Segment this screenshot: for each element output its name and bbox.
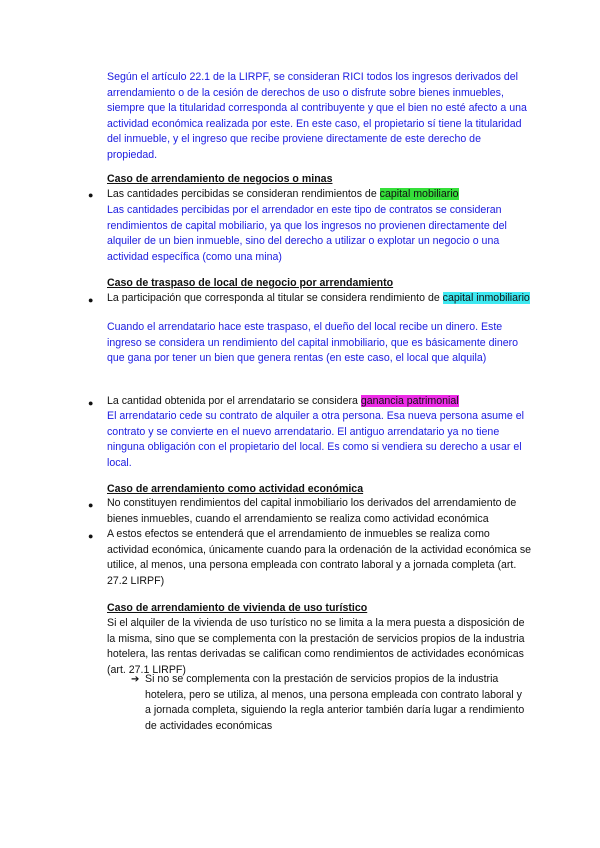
s4-body: Si el alquiler de la vivienda de uso turístico no se limita a la mera puesta a disposición de la misma, sino que se complementa con la prestación de servicios propios de la industria hotelera, las rentas derivadas se califican como rendimientos de actividades económicas (art. 27.1 LIRPF) xyxy=(107,617,525,676)
s1-bullet-1 xyxy=(107,187,532,203)
bullet-icon: ● xyxy=(88,531,94,541)
highlight-capital-inmobiliario: capital inmobiliario xyxy=(442,292,530,304)
heading-vivienda-turistico: Caso de arrendamiento de vivienda de uso turístico xyxy=(107,602,368,614)
bullet-icon: ● xyxy=(88,398,94,408)
s2-b2-text: La cantidad obtenida por el arrendatario se considera xyxy=(107,395,361,407)
arrow-right-icon: ➔ xyxy=(131,674,140,685)
s2-note-1: Cuando el arrendatario hace este traspaso, el dueño del local recibe un dinero. Este ingreso se considera un rendimiento del capital inmobiliario, que es básicamente dinero que gana por tener un bien que genera rentas (en este caso, el local que alquila) xyxy=(107,321,519,365)
heading-actividad-economica: Caso de arrendamiento como actividad económica xyxy=(107,483,364,495)
s3-bullet-1: No constituyen rendimientos del capital inmobiliario los derivados del arrendamiento de bienes inmuebles, cuando el arrendamiento se realiza como actividad económica xyxy=(107,497,517,525)
heading-traspaso-local: Caso de traspaso de local de negocio por arrendamiento xyxy=(107,277,394,289)
s1-note: Las cantidades percibidas por el arrendador en este tipo de contratos se consideran rendimientos de capital mobiliario, ya que los ingresos no provienen directamente del alquiler de un bien inmueble, sino del derecho a utilizar o explotar un negocio o una actividad específica (como una mina) xyxy=(107,204,507,263)
s2-bullet-2 xyxy=(107,394,532,410)
intro-paragraph: Según el artículo 22.1 de la LIRPF, se consideran RICI todos los ingresos derivados del arrendamiento o de la cesión de derechos de uso o disfrute sobre bienes inmuebles, siempre que la titularidad corresponda al contribuyente y que el bien no esté afecto a una actividad económica realizada por este. En este caso, el propietario sí tiene la titularidad del inmueble, y el ingreso que recibe proviene directamente de este derecho de propiedad. xyxy=(107,71,527,161)
s2-b1-text: La participación que corresponda al titular se considera rendimiento de xyxy=(107,292,443,304)
bullet-icon: ● xyxy=(88,190,94,200)
s4-sub-item: Si no se complementa con la prestación de servicios propios de la industria hotelera, pero se utiliza, al menos, una persona empleada con contrato laboral y a jornada completa, siguiendo la regla anterior también daría lugar a rendimiento de actividades económicas xyxy=(145,673,525,732)
s2-note-2: El arrendatario cede su contrato de alquiler a otra persona. Esa nueva persona asume el contrato y se convierte en el nuevo arrendatario. El antiguo arrendatario ya no tiene ninguna obligación con el propietario del local. Es como si vendiera su derecho a usar el local. xyxy=(107,410,524,469)
highlight-ganancia-patrimonial: ganancia patrimonial xyxy=(360,395,459,407)
highlight-capital-mobiliario: capital mobiliario xyxy=(379,188,459,200)
s3-bullet-2: A estos efectos se entenderá que el arrendamiento de inmuebles se realiza como actividad económica, únicamente cuando para la ordenación de la actividad económica se utilice, al menos, una persona empleada con contrato laboral y a jornada completa (art. 27.2 LIRPF) xyxy=(107,528,532,587)
heading-negocios-minas: Caso de arrendamiento de negocios o minas xyxy=(107,173,333,185)
bullet-icon: ● xyxy=(88,295,94,305)
bullet-icon: ● xyxy=(88,500,94,510)
s1-b1-text: Las cantidades percibidas se consideran rendimientos de xyxy=(107,188,380,200)
s2-bullet-1 xyxy=(107,291,532,307)
